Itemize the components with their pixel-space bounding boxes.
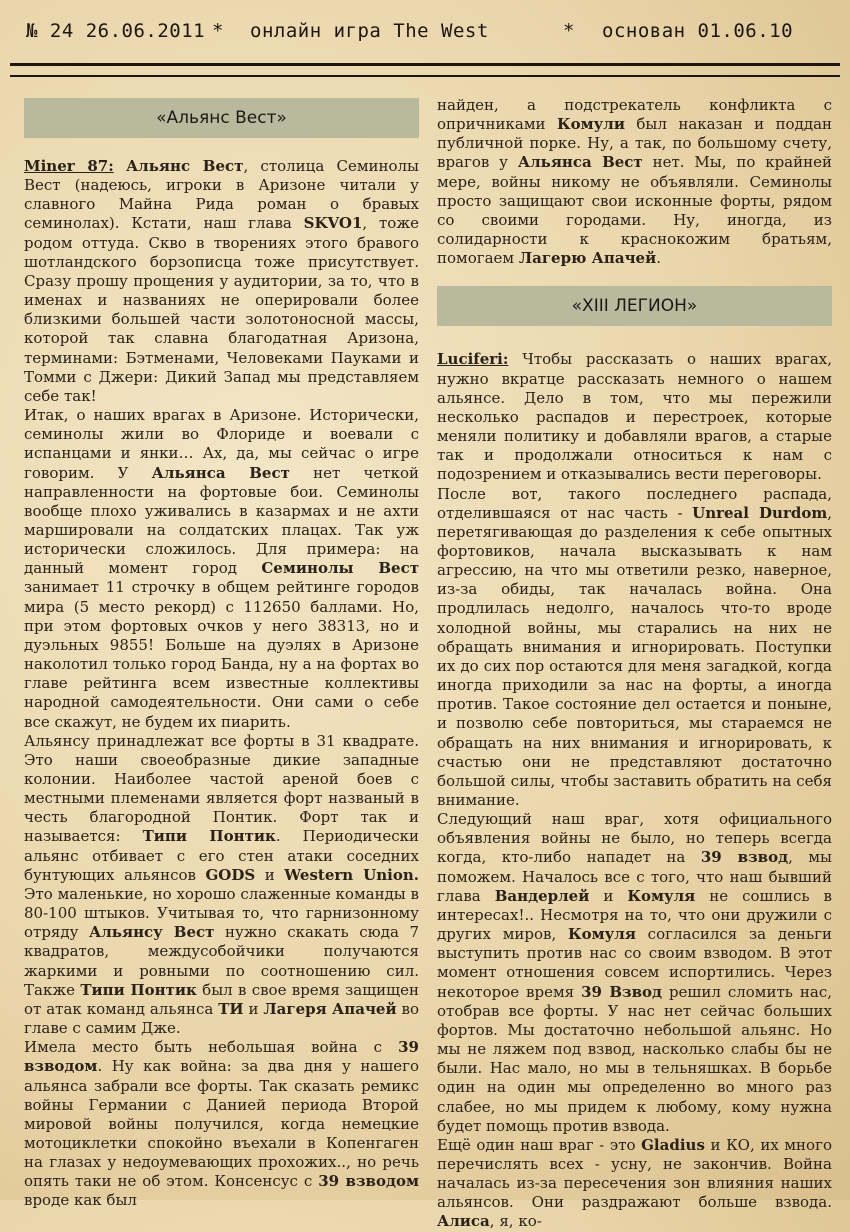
article-paragraph: После вот, такого последнего распада, отделившаяся от нас часть - Unreal Durdom, перетягивающая до разделения к себе опытных фортовиков, начала высказывать к нам агрессию, на что мы ответили резко, наверное, из-за обиды, так началась война. Она продлилась недолго, началось что-то вроде холодной войны, мы старались на них не обращать внимания и игнорировать. Поступки их до сих пор остаются для меня загадкой, когда иногда приходили за нас на форты, а иногда против. Такое состояние дел остается и поныне, и позволю себе повториться, мы стараемся не обращать на них внимания и игнорировать, к счастью они не представляют достаточно большой силы, чтобы заставить обратить на себя внимание. (437, 484, 832, 809)
article-paragraph: Следующий наш враг, хотя официального объявления войны не было, но теперь всегда когда, кто-либо нападет на 39 взвод, мы поможем. Началось все с того, что наш бывший глава Вандерлей и Комуля не сошлись в интересах!.. Несмотря на то, что они дружили с других миров, Комуля согласился за деньги выступить против нас со своим взводом. В этот момент отношения совсем испортились. Через некоторое время 39 Взвод решил сломить нас, отобрав все форты. У нас нет сейчас больших фортов. Мы достаточно небольшой альянс. Но мы не ляжем под взвод, насколько слабы бы не были. Нас мало, но мы в тельняшках. В борьбе один на один мы определенно во много раз слабее, но мы придем к любому, кому нужна будет помощь против взвода. (437, 810, 832, 1135)
founded-date: основан 01.06.10 (602, 20, 794, 42)
article-paragraph: Имела место быть небольшая война с 39 взводом. Ну как война: за два дня у нашего альянса забрали все форты. Так сказать ремикс войны Германии с Данией периода Второй мировой войны получился, когда немецкие мотоциклетки спокойно въехали в Копенгаген на глазах у недоумевающих прохожих.., но речь опять таки не об этом. Консенсус с 39 взводом вроде как был (24, 1038, 419, 1210)
author-name: Luciferi: (437, 350, 509, 369)
article-paragraph: Miner 87: Альянс Вест, столица Семинолы Вест (надеюсь, игроки в Аризоне читали у славного Майна Рида роман о бравых семинолах). Кстати, наш глава SKVO1, тоже родом оттуда. Скво в творениях этого бравого шотландского борзописца тоже присутствует. Сразу прошу прощения у аудитории, за то, что в именах и названиях не оперировали более близкими большей части золотоносной массы, которой так славна благодатная Аризона, терминами: Бэтменами, Человеками Пауками и Томми с Джери: Дикий Запад мы представляем себе так! (24, 157, 420, 405)
article-paragraph: Альянсу принадлежат все форты в 31 квадрате. Это наши своеобразные дикие западные колонии. Наиболее частой ареной боев с местными племенами является форт названый в честь благородной Понтик. Форт так и называется: Типи Понтик. Периодически альянс отбивает с его стен атаки соседних бунтующих альянсов GODS и Western Union. Это маленькие, но хорошо слаженные команды в 80-100 штыков. Учитывая то, что гарнизонному отряду Альянсу Вест нужно скакать сюда 7 квадратов, междусобойчики получаются жаркими и ровными по соотношению сил. Также Типи Понтик был в свое время защищен от атак команд альянса ТИ и Лагеря Апачей во главе с самим Дже. (24, 731, 419, 1038)
author-name: Miner 87: (24, 157, 114, 175)
left-column (24, 98, 419, 1211)
section-heading: «XIII ЛЕГИОН» (437, 286, 832, 326)
article-paragraph: Ещё один наш враг - это Gladius и КО, их много перечислять всех - усну, не закончив. Война началась из-за пересечения зон влияния наших альянсов. Они раздражают больше взвода. Алиса, я, ко- (437, 1135, 832, 1231)
article-paragraph: Luciferi: Чтобы рассказать о наших врагах, нужно вкратце рассказать немного о нашем альянсе. Дело в том, что мы пережили несколько распадов и перестроек, которые меняли политику и добавляли врагов, а старые так и продолжали относиться к нам с подозрением и отказывались вести переговоры. (437, 350, 832, 484)
top-rule-thin (10, 75, 840, 77)
masthead (0, 18, 850, 48)
article-paragraph: Итак, о наших врагах в Аризоне. Исторически, семинолы жили во Флориде и воевали с испанцами и янки… Ах, да, мы сейчас о игре говорим. У Альянса Вест нет четкой направленности на фортовые бои. Семинолы вообще плохо уживались в казармах и не ахти маршировали на солдатских плацах. Так уж исторически сложилось. Для примера: на данный момент город Семинолы Вест занимает 11 строчку в общем рейтинге городов мира (5 место рекорд) с 112650 баллами. Но, при этом фортовых очков у него 38313, но и дуэльных 9855! Больше на дуэлях в Аризоне наколотил только город Банда, ну а на фортах во главе рейтинга всем известные коллективы народной самодеятельности. Они сами о себе все скажут, не будем их пиарить. (24, 406, 419, 731)
newspaper-title: онлайн игра The West (250, 20, 489, 42)
top-rule (10, 63, 840, 66)
section-heading: «Альянс Вест» (24, 98, 419, 138)
separator-star: * (563, 20, 575, 42)
issue-date: № 24 26.06.2011 (26, 20, 206, 42)
separator-star: * (212, 20, 224, 42)
article-paragraph: найден, а подстрекатель конфликта с опричниками Комули был наказан и поддан публичной порке. Ну, а так, по большому счету, врагов у Альянса Вест нет. Мы, по крайней мере, войны никому не объявляли. Семинолы просто защищают свои исконные форты, рядом со своими городами. Ну, иногда, из солидарности к краснокожим братьям, помогаем Лагерю Апачей. (437, 96, 833, 268)
right-column (437, 96, 832, 1232)
